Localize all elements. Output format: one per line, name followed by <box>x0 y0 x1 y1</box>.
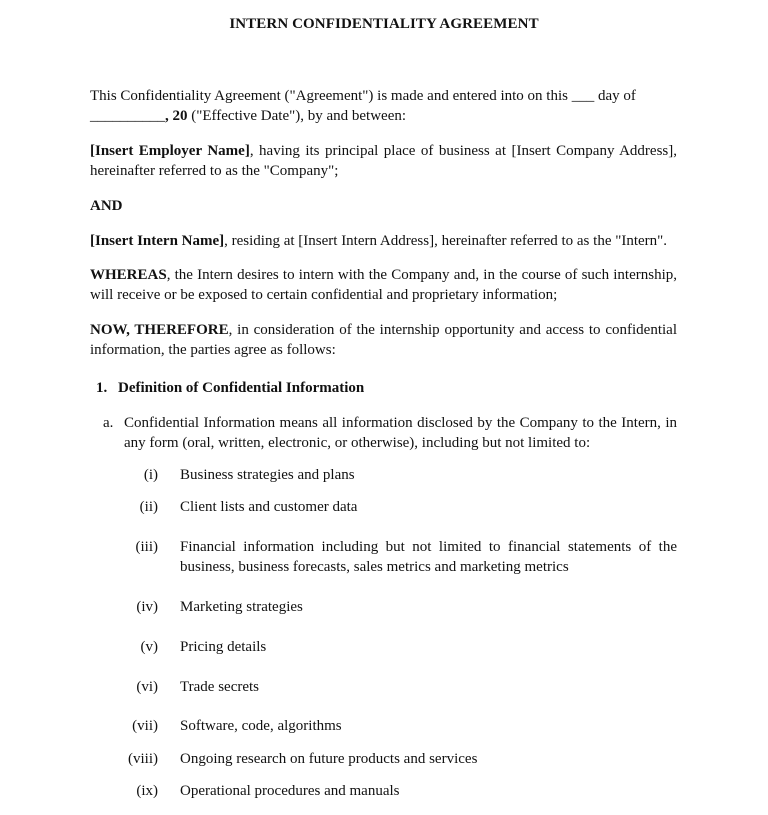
list-item-text: Business strategies and plans <box>180 467 355 483</box>
whereas-paragraph <box>90 265 677 305</box>
list-item-text: Ongoing research on future products and services <box>180 751 478 767</box>
intern-paragraph <box>90 231 677 251</box>
document-title: INTERN CONFIDENTIALITY AGREEMENT <box>229 16 539 32</box>
list-item-number: (ii) <box>139 499 158 515</box>
list-item-number: (ix) <box>136 783 158 799</box>
employer-name-placeholder: [Insert Employer Name] <box>90 143 250 159</box>
list-item-number: (i) <box>143 467 158 483</box>
list-item-number: (v) <box>140 639 158 655</box>
intro-paragraph <box>90 86 677 126</box>
list-item-text: Marketing strategies <box>180 599 303 615</box>
item-a-label: a. <box>103 415 114 431</box>
item-a-text: Confidential Information means all information disclosed by the Company to the Intern, in any form (oral, written, electronic, or otherwise), including but not limited to: <box>124 415 677 451</box>
effective-date-text: ("Effective Date"), by and between: <box>187 108 407 124</box>
list-item-number: (viii) <box>128 751 158 767</box>
section-title: Definition of Confidential Information <box>118 380 365 396</box>
now-therefore-text: , in consideration of the internship opportunity and access to confidential information, the parties agree as follows: <box>90 322 677 358</box>
section-number: 1. <box>96 380 108 396</box>
list-item-number: (vii) <box>132 718 158 734</box>
now-therefore-paragraph <box>90 320 677 360</box>
year-prefix: , 20 <box>165 108 188 124</box>
employer-details: , having its principal place of business at [Insert Company Address], hereinafter referred to as the "Company"; <box>90 143 677 179</box>
list-item-number: (vi) <box>136 679 158 695</box>
now-therefore-label: NOW, THEREFORE <box>90 322 229 338</box>
whereas-text: , the Intern desires to intern with the Company and, in the course of such internship, will receive or be exposed to certain confidential and proprietary information; <box>90 267 677 303</box>
list-item-number: (iii) <box>135 539 158 555</box>
list-item-text: Trade secrets <box>180 679 260 695</box>
list-item-text: Financial information including but not limited to financial statements of the business, business forecasts, sales metrics and marketing metrics <box>180 539 677 575</box>
intern-details: , residing at [Insert Intern Address], hereinafter referred to as the "Intern". <box>224 233 668 249</box>
date-blank: __________ <box>90 108 165 124</box>
section-1-heading <box>96 378 364 398</box>
intern-name-placeholder: [Insert Intern Name] <box>90 233 225 249</box>
whereas-label: WHEREAS <box>90 267 167 283</box>
list-item-text: Pricing details <box>180 639 267 655</box>
employer-paragraph <box>90 141 677 181</box>
list-item-text: Software, code, algorithms <box>180 718 342 734</box>
and-label: AND <box>90 198 123 214</box>
list-item-text: Client lists and customer data <box>180 499 358 515</box>
list-item-text: Operational procedures and manuals <box>180 783 400 799</box>
list-item-number: (iv) <box>136 599 158 615</box>
intro-line1: This Confidentiality Agreement ("Agreement") is made and entered into on this ___ day of <box>90 88 636 104</box>
